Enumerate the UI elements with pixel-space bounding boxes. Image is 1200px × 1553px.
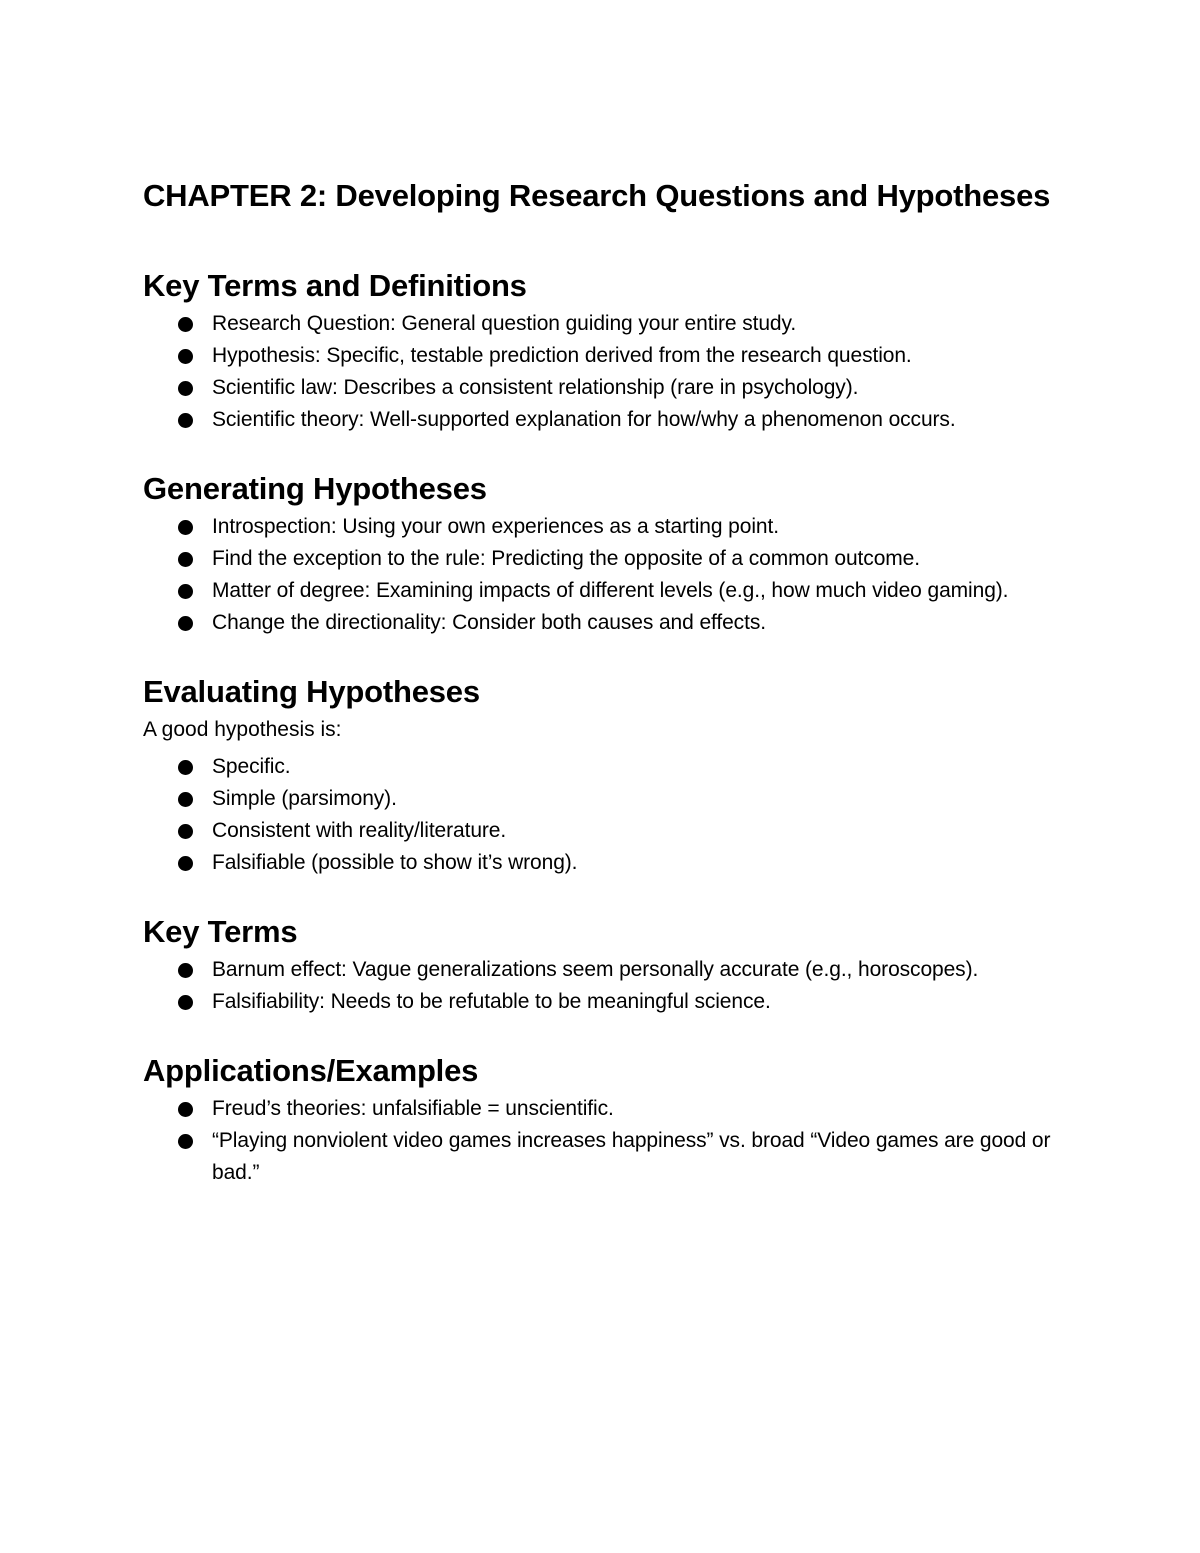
list-item-text: Scientific law: Describes a consistent relationship (rare in psychology).	[212, 376, 859, 399]
bullet-icon	[178, 381, 193, 396]
bullet-icon	[178, 584, 193, 599]
list-item-text: “Playing nonviolent video games increases happiness” vs. broad “Video games are good or bad.”	[212, 1129, 1051, 1184]
section-heading: Key Terms and Definitions	[143, 268, 527, 303]
list-item	[143, 954, 1073, 986]
bullet-icon	[178, 995, 193, 1010]
list-item-text: Research Question: General question guiding your entire study.	[212, 312, 797, 335]
bullet-icon	[178, 616, 193, 631]
section-applications-examples	[143, 1051, 1073, 1189]
list-item	[143, 815, 1073, 847]
document-page	[143, 176, 1073, 1222]
list-item	[143, 372, 1073, 404]
list-item-text: Freud’s theories: unfalsifiable = unscientific.	[212, 1097, 614, 1120]
section-intro: A good hypothesis is:	[143, 718, 342, 741]
chapter-title: CHAPTER 2: Developing Research Questions and Hypotheses	[143, 178, 1051, 213]
list-item	[143, 511, 1073, 543]
bullet-icon	[178, 824, 193, 839]
list-item	[143, 1125, 1073, 1189]
list-item-text: Barnum effect: Vague generalizations seem personally accurate (e.g., horoscopes).	[212, 958, 979, 981]
list-item-text: Find the exception to the rule: Predicting the opposite of a common outcome.	[212, 547, 920, 570]
list-item-text: Simple (parsimony).	[212, 787, 397, 810]
list-item	[143, 986, 1073, 1018]
bullet-icon	[178, 963, 193, 978]
bullet-list	[143, 751, 1073, 879]
list-item-text: Consistent with reality/literature.	[212, 819, 507, 842]
section-generating-hypotheses	[143, 469, 1073, 639]
bullet-icon	[178, 792, 193, 807]
bullet-icon	[178, 413, 193, 428]
section-key-terms	[143, 912, 1073, 1018]
bullet-list	[143, 308, 1073, 436]
section-heading: Generating Hypotheses	[143, 471, 487, 506]
list-item	[143, 404, 1073, 436]
list-item	[143, 607, 1073, 639]
bullet-icon	[178, 349, 193, 364]
list-item-text: Falsifiable (possible to show it’s wrong).	[212, 851, 578, 874]
list-item	[143, 575, 1073, 607]
bullet-icon	[178, 552, 193, 567]
bullet-icon	[178, 317, 193, 332]
list-item-text: Scientific theory: Well-supported explanation for how/why a phenomenon occurs.	[212, 408, 956, 431]
bullet-list	[143, 954, 1073, 1018]
section-key-terms-and-definitions	[143, 266, 1073, 436]
bullet-icon	[178, 520, 193, 535]
list-item-text: Falsifiability: Needs to be refutable to be meaningful science.	[212, 990, 771, 1013]
list-item-text: Matter of degree: Examining impacts of different levels (e.g., how much video gaming).	[212, 579, 1009, 602]
list-item-text: Introspection: Using your own experiences as a starting point.	[212, 515, 779, 538]
section-heading: Key Terms	[143, 914, 298, 949]
bullet-list	[143, 511, 1073, 639]
list-item-text: Specific.	[212, 755, 291, 778]
bullet-icon	[178, 856, 193, 871]
list-item	[143, 308, 1073, 340]
list-item	[143, 543, 1073, 575]
section-heading: Evaluating Hypotheses	[143, 674, 480, 709]
list-item	[143, 783, 1073, 815]
list-item	[143, 340, 1073, 372]
list-item	[143, 847, 1073, 879]
list-item	[143, 751, 1073, 783]
bullet-list	[143, 1093, 1073, 1189]
list-item	[143, 1093, 1073, 1125]
list-item-text: Hypothesis: Specific, testable prediction derived from the research question.	[212, 344, 912, 367]
bullet-icon	[178, 1134, 193, 1149]
section-evaluating-hypotheses	[143, 672, 1073, 879]
bullet-icon	[178, 1102, 193, 1117]
bullet-icon	[178, 760, 193, 775]
list-item-text: Change the directionality: Consider both causes and effects.	[212, 611, 766, 634]
section-heading: Applications/Examples	[143, 1053, 479, 1088]
